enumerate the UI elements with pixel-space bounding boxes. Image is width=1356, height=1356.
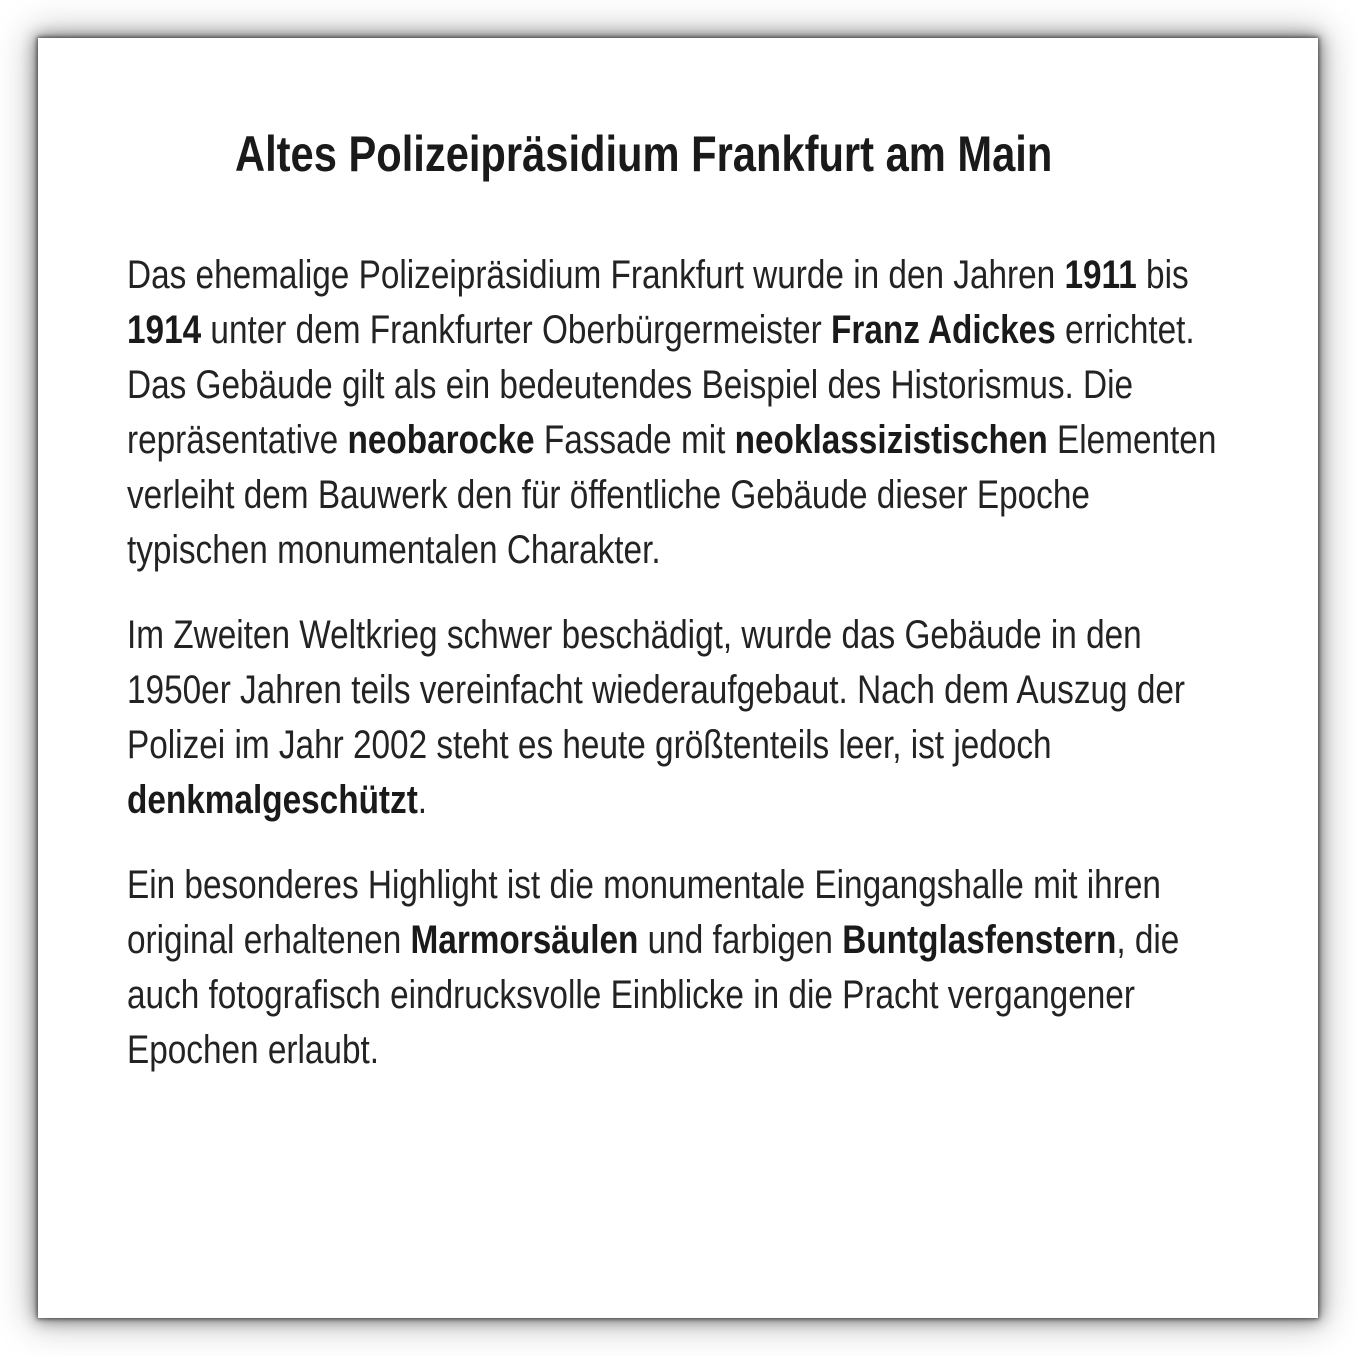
text-run: Im Zweiten Weltkrieg schwer beschädigt, wurde das Gebäude in den 1950er Jahren teils vereinfacht wiederaufgebaut. Nach dem Auszug der Polizei im Jahr 2002 steht es heute größtenteils leer, ist jedoch <box>127 613 1186 767</box>
paragraph <box>127 248 1227 578</box>
text-run: Das ehemalige Polizeipräsidium Frankfurt wurde in den Jahren <box>127 253 1065 297</box>
text-run: Fassade mit <box>534 418 735 462</box>
bold-text-run: denkmalgeschützt <box>127 778 418 822</box>
bold-text-run: neoklassizistischen <box>734 418 1048 462</box>
bold-text-run: 1911 <box>1064 253 1137 297</box>
article-title: Altes Polizeipräsidium Frankfurt am Main <box>235 126 1053 182</box>
paragraph <box>127 608 1227 828</box>
text-run: Elementen verleiht dem Bauwerk den für öffentliche Gebäude dieser Epoche typischen monumentalen Charakter. <box>127 418 1217 572</box>
bold-text-run: Marmorsäulen <box>410 918 639 962</box>
bold-text-run: 1914 <box>127 308 202 352</box>
text-run: unter dem Frankfurter Oberbürgermeister <box>201 308 831 352</box>
article <box>127 124 1227 1078</box>
text-run: bis <box>1136 253 1189 297</box>
article-body <box>127 248 1227 1078</box>
document-page <box>38 38 1318 1318</box>
text-run: Ein besonderes Highlight ist die monumentale Eingangshalle mit ihren original erhaltenen <box>127 863 1161 962</box>
bold-text-run: Franz Adickes <box>830 308 1056 352</box>
text-run: errichtet. Das Gebäude gilt als ein bedeutendes Beispiel des Historismus. Die repräsentative <box>127 308 1195 462</box>
bold-text-run: neobarocke <box>347 418 535 462</box>
paragraph <box>127 858 1227 1078</box>
bold-text-run: Buntglasfenstern <box>842 918 1117 962</box>
text-run: . <box>417 778 428 822</box>
text-run: und farbigen <box>638 918 843 962</box>
text-run: , die auch fotografisch eindrucksvolle Einblicke in die Pracht vergangener Epochen erlaubt. <box>127 918 1180 1072</box>
